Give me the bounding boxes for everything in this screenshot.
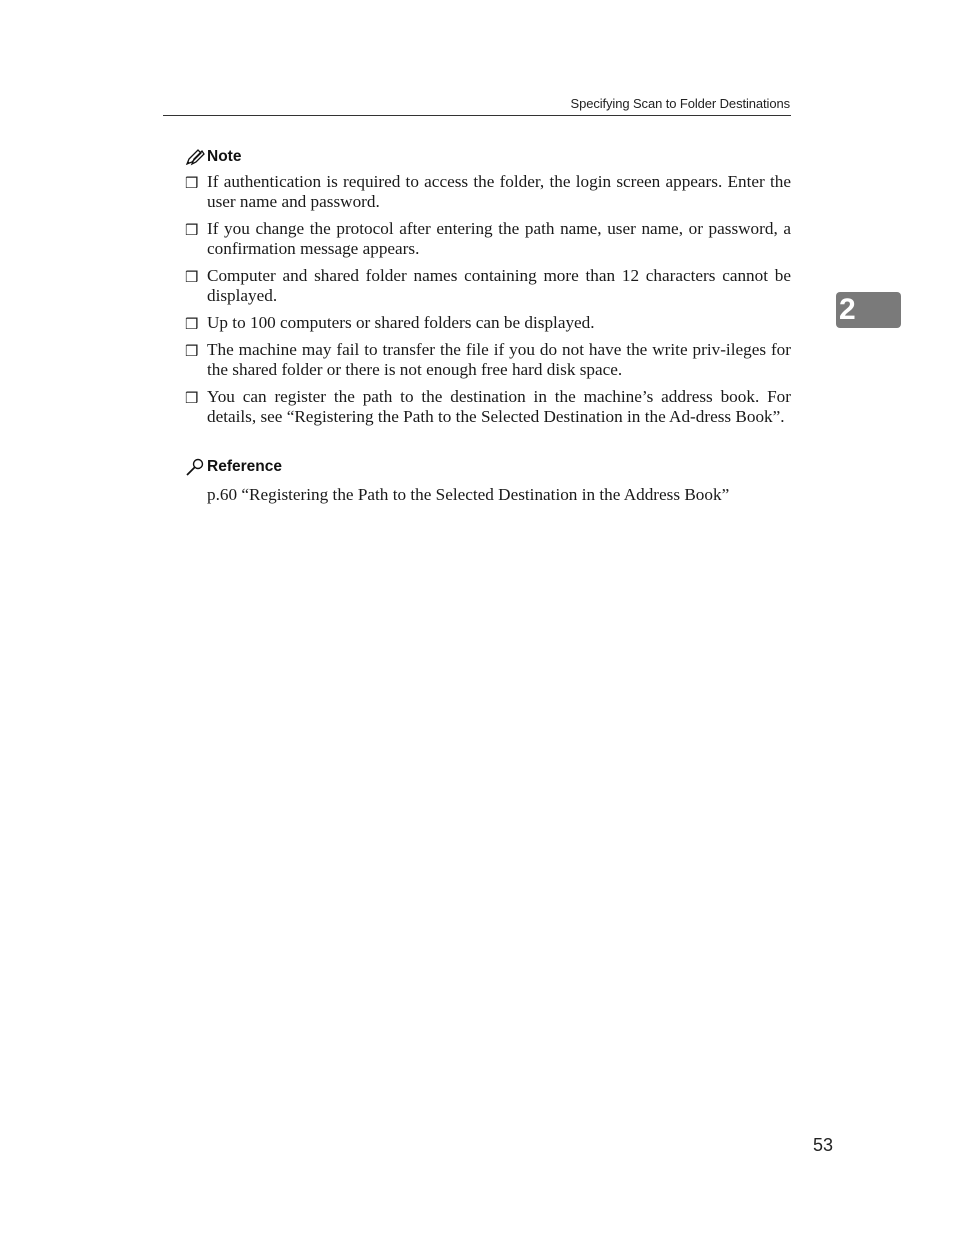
- note-item-text: The machine may fail to transfer the file if you do not have the write priv-ileges for the shared folder or there is not enough free hard disk space.: [207, 340, 791, 379]
- note-item: [185, 172, 791, 212]
- note-item-text: Computer and shared folder names containing more than 12 characters cannot be displayed.: [207, 266, 791, 305]
- note-item-text: If authentication is required to access the folder, the login screen appears. Enter the user name and password.: [207, 172, 791, 211]
- note-item: [185, 219, 791, 259]
- checkbox-bullet-icon: ❒: [185, 342, 199, 360]
- note-item: [185, 387, 791, 427]
- magnifier-reference-icon: [185, 458, 205, 476]
- note-item-text: If you change the protocol after entering the path name, user name, or password, a confirmation message appears.: [207, 219, 791, 258]
- page-number: 53: [813, 1135, 834, 1155]
- chapter-tab: [836, 292, 901, 328]
- note-item: [185, 266, 791, 306]
- note-item-text: You can register the path to the destination in the machine’s address book. For details, see “Registering the Path to the Selected Destination in the Ad-dress Book”.: [207, 387, 791, 426]
- checkbox-bullet-icon: ❒: [185, 174, 199, 192]
- header-rule: [163, 115, 791, 116]
- checkbox-bullet-icon: ❒: [185, 389, 199, 407]
- checkbox-bullet-icon: ❒: [185, 268, 199, 286]
- note-heading: [185, 148, 241, 166]
- note-item: [185, 313, 791, 333]
- running-header: Specifying Scan to Folder Destinations: [570, 96, 790, 111]
- reference-heading-label: Reference: [207, 458, 282, 475]
- chapter-number: 2: [839, 293, 856, 326]
- checkbox-bullet-icon: ❒: [185, 221, 199, 239]
- note-item-text: Up to 100 computers or shared folders can be displayed.: [207, 313, 595, 332]
- reference-heading: [185, 458, 282, 476]
- reference-link-text[interactable]: p.60 “Registering the Path to the Selected Destination in the Address Book”: [207, 485, 730, 504]
- note-item: [185, 340, 791, 380]
- note-list: [185, 172, 791, 434]
- checkbox-bullet-icon: ❒: [185, 315, 199, 333]
- note-heading-label: Note: [207, 148, 242, 165]
- pencil-note-icon: [185, 149, 205, 166]
